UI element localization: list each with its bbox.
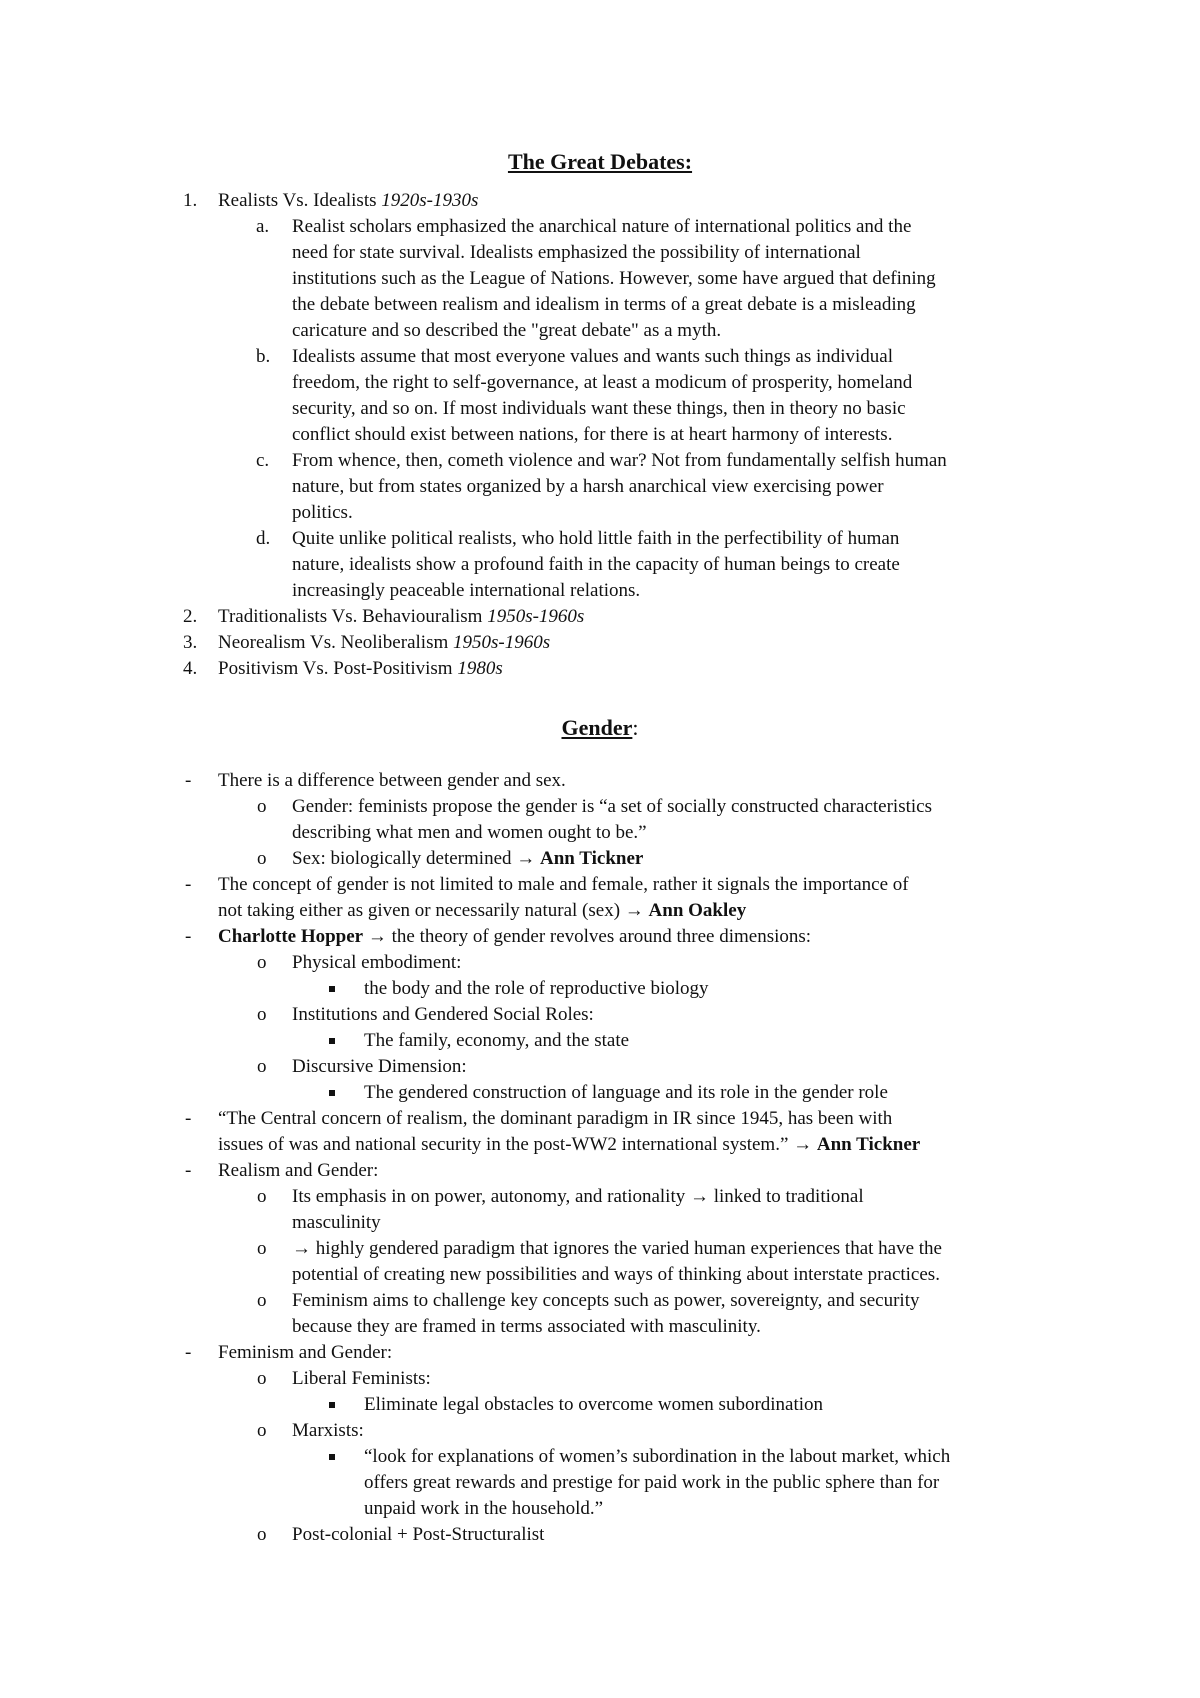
sublist-line: increasingly peaceable international relations.: [292, 580, 641, 601]
bullet-text: The family, economy, and the state: [364, 1030, 630, 1051]
sublist-line: freedom, the right to self-governance, at least a modicum of prosperity, homeland: [292, 372, 913, 393]
square-bullet-icon: [329, 1454, 335, 1460]
gender-title: Gender: [561, 715, 633, 740]
list-item: [218, 188, 478, 214]
circle-bullet: o: [257, 952, 267, 973]
bullet-text: Liberal Feminists:: [292, 1368, 431, 1389]
bullet-text: Discursive Dimension:: [292, 1056, 467, 1077]
dash-bullet: -: [185, 1108, 192, 1129]
dash-bullet: -: [185, 770, 192, 791]
bullet-text: “look for explanations of women’s subordination in the labout market, which: [364, 1446, 951, 1467]
circle-bullet: o: [257, 1290, 267, 1311]
list-item: [218, 630, 550, 656]
debate-era: 1980s: [457, 658, 503, 679]
bullet-text: [292, 1184, 864, 1210]
debate-label: Realists Vs. Idealists: [218, 190, 377, 211]
bullet-text: potential of creating new possibilities and ways of thinking about interstate practices.: [292, 1264, 940, 1285]
bullet-text: offers great rewards and prestige for paid work in the public sphere than for: [364, 1472, 940, 1493]
bullet-text: [218, 1132, 920, 1158]
author-name: Ann Tickner: [540, 848, 644, 869]
sublist-line: nature, but from states organized by a harsh anarchical view exercising power: [292, 476, 884, 497]
square-bullet-icon: [329, 1090, 335, 1096]
circle-bullet: o: [257, 796, 267, 817]
sublist-line: Idealists assume that most everyone values and wants such things as individual: [292, 346, 894, 367]
bullet-text: There is a difference between gender and sex.: [218, 770, 566, 791]
bullet-text: Feminism aims to challenge key concepts such as power, sovereignty, and security: [292, 1290, 920, 1311]
bullet-text: Eliminate legal obstacles to overcome women subordination: [364, 1394, 824, 1415]
sublist-marker: b.: [256, 346, 271, 367]
circle-bullet: o: [257, 1004, 267, 1025]
list-marker: 3.: [183, 632, 198, 653]
bullet-text-part: issues of was and national security in the post-WW2 international system.”: [218, 1134, 789, 1155]
debate-label: Traditionalists Vs. Behaviouralism: [218, 606, 483, 627]
bullet-text: [292, 846, 643, 872]
bullet-text-part: not taking either as given or necessarily natural (sex): [218, 900, 621, 921]
list-marker: 2.: [183, 606, 198, 627]
debates-heading: [0, 148, 1200, 176]
bullet-text: The gendered construction of language and its role in the gender role: [364, 1082, 888, 1103]
bullet-text-part: Its emphasis in on power, autonomy, and rationality: [292, 1186, 686, 1207]
arrow-icon: →: [516, 848, 536, 869]
bullet-text-part: linked to traditional: [713, 1186, 864, 1207]
bullet-text: Realism and Gender:: [218, 1160, 379, 1181]
gender-heading: [0, 714, 1200, 742]
sublist-line: caricature and so described the "great debate" as a myth.: [292, 320, 722, 341]
sublist-line: Quite unlike political realists, who hold little faith in the perfectibility of human: [292, 528, 900, 549]
bullet-text-part: Sex: biologically determined: [292, 848, 512, 869]
dash-bullet: -: [185, 1160, 192, 1181]
gender-title-colon: :: [632, 715, 639, 740]
bullet-text: “The Central concern of realism, the dominant paradigm in IR since 1945, has been with: [218, 1108, 893, 1129]
sublist-marker: d.: [256, 528, 271, 549]
sublist-marker: a.: [256, 216, 270, 237]
circle-bullet: o: [257, 1186, 267, 1207]
bullet-text: [218, 898, 746, 924]
list-item: [218, 656, 503, 682]
debate-label: Positivism Vs. Post-Positivism: [218, 658, 453, 679]
debate-era: 1920s-1930s: [381, 190, 479, 211]
sublist-line: the debate between realism and idealism in terms of a great debate is a misleading: [292, 294, 916, 315]
debate-era: 1950s-1960s: [453, 632, 551, 653]
arrow-icon: →: [690, 1186, 709, 1207]
bullet-text: because they are framed in terms associated with masculinity.: [292, 1316, 761, 1337]
list-marker: 1.: [183, 190, 198, 211]
circle-bullet: o: [257, 1524, 267, 1545]
bullet-text: The concept of gender is not limited to male and female, rather it signals the importance of: [218, 874, 909, 895]
sublist-line: need for state survival. Idealists emphasized the possibility of international: [292, 242, 861, 263]
dash-bullet: -: [185, 926, 192, 947]
bullet-text: unpaid work in the household.”: [364, 1498, 604, 1519]
list-marker: 4.: [183, 658, 198, 679]
dash-bullet: -: [185, 874, 192, 895]
author-name: Ann Tickner: [816, 1134, 921, 1155]
sublist-line: politics.: [292, 502, 353, 523]
bullet-text-part: the theory of gender revolves around three dimensions:: [391, 926, 812, 947]
square-bullet-icon: [329, 1402, 335, 1408]
sublist-line: nature, idealists show a profound faith in the capacity of human beings to create: [292, 554, 900, 575]
circle-bullet: o: [257, 1368, 267, 1389]
bullet-text: Gender: feminists propose the gender is “a set of socially constructed characteristics: [292, 796, 932, 817]
bullet-text: Physical embodiment:: [292, 952, 462, 973]
bullet-text-part: highly gendered paradigm that ignores the varied human experiences that have the: [315, 1238, 942, 1259]
sublist-line: Realist scholars emphasized the anarchical nature of international politics and the: [292, 216, 912, 237]
bullet-text: Marxists:: [292, 1420, 364, 1441]
debate-era: 1950s-1960s: [487, 606, 585, 627]
arrow-icon: →: [292, 1238, 311, 1259]
sublist-marker: c.: [256, 450, 270, 471]
bullet-text: describing what men and women ought to be.”: [292, 822, 647, 843]
arrow-icon: →: [624, 900, 644, 921]
circle-bullet: o: [257, 1420, 267, 1441]
circle-bullet: o: [257, 1056, 267, 1077]
dash-bullet: -: [185, 1342, 192, 1363]
bullet-text: the body and the role of reproductive biology: [364, 978, 709, 999]
bullet-text: [292, 1236, 942, 1262]
bullet-text: [218, 924, 811, 950]
debates-title: The Great Debates:: [507, 149, 693, 174]
bullet-text: masculinity: [292, 1212, 381, 1233]
list-item: [218, 604, 584, 630]
bullet-text: Feminism and Gender:: [218, 1342, 393, 1363]
arrow-icon: →: [367, 926, 387, 947]
sublist-line: From whence, then, cometh violence and war? Not from fundamentally selfish human: [292, 450, 947, 471]
debate-label: Neorealism Vs. Neoliberalism: [218, 632, 449, 653]
circle-bullet: o: [257, 1238, 267, 1259]
sublist-line: security, and so on. If most individuals want these things, then in theory no basic: [292, 398, 906, 419]
square-bullet-icon: [329, 1038, 335, 1044]
sublist-line: institutions such as the League of Nations. However, some have argued that defining: [292, 268, 936, 289]
circle-bullet: o: [257, 848, 267, 869]
sublist-line: conflict should exist between nations, for there is at heart harmony of interests.: [292, 424, 893, 445]
bullet-text: Institutions and Gendered Social Roles:: [292, 1004, 594, 1025]
square-bullet-icon: [329, 986, 335, 992]
author-name: Charlotte Hopper: [218, 926, 364, 947]
arrow-icon: →: [793, 1134, 813, 1155]
bullet-text: Post-colonial + Post-Structuralist: [292, 1524, 545, 1545]
author-name: Ann Oakley: [648, 900, 747, 921]
